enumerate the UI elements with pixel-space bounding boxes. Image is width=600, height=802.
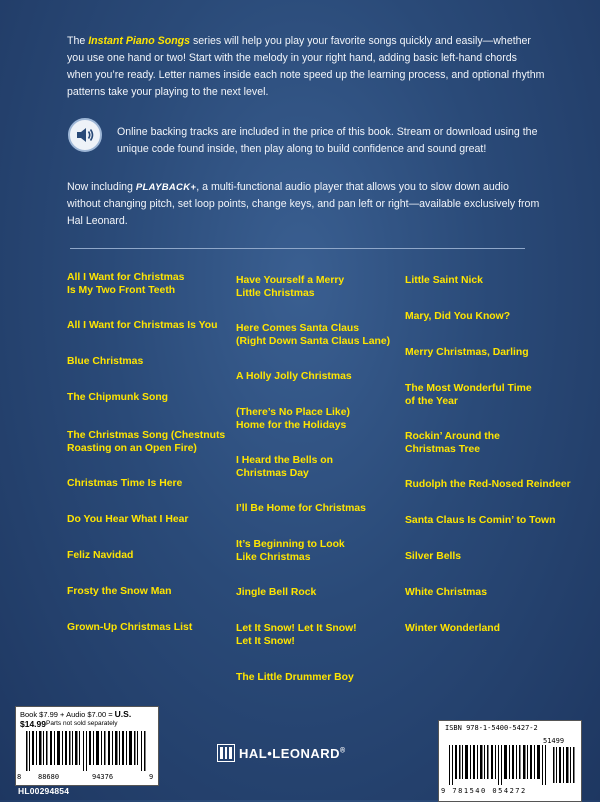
series-name: Instant Piano Songs bbox=[88, 35, 191, 47]
song-title: Blue Christmas bbox=[67, 356, 144, 367]
song-title: All I Want for Christmas Is My Two Front Teeth bbox=[67, 272, 185, 296]
playback-plus-logo: PLAYBACK+ bbox=[135, 182, 197, 193]
song-title: Do You Hear What I Hear bbox=[67, 514, 189, 525]
isbn-text: ISBN 978-1-5400-5427-2 bbox=[445, 724, 538, 732]
intro-paragraph-playback bbox=[67, 179, 545, 230]
song-title: Here Comes Santa Claus (Right Down Santa Claus Lane) bbox=[236, 323, 391, 347]
song-title: I Heard the Bells on Christmas Day bbox=[236, 455, 334, 479]
song-title: Rockin’ Around the Christmas Tree bbox=[405, 431, 500, 455]
song-title: Jingle Bell Rock bbox=[236, 587, 317, 598]
publisher-name: HAL•LEONARD® bbox=[239, 746, 346, 761]
song-title: Christmas Time Is Here bbox=[67, 478, 183, 489]
song-title: Santa Claus Is Comin’ to Town bbox=[405, 515, 556, 526]
speaker-icon bbox=[68, 118, 102, 152]
upc-digit: 9 bbox=[149, 773, 154, 781]
song-title: Silver Bells bbox=[405, 551, 462, 562]
song-title: Frosty the Snow Man bbox=[67, 586, 172, 597]
song-title: Let It Snow! Let It Snow! Let It Snow! bbox=[236, 623, 357, 647]
ean-add-on-digits: 51499 bbox=[543, 737, 565, 745]
intro-text: , a multi-functional audio player that allows you to slow down audio without changing pitch, set loop points, change keys, and pan left or right—available exclusively from Hal Leonard. bbox=[67, 181, 540, 227]
intro-paragraph-audio: Online backing tracks are included in the price of this book. Stream or download using the unique code found inside, then play along to build confidence and sound great! bbox=[117, 126, 538, 155]
upc-digit: 8 bbox=[17, 773, 22, 781]
song-title: All I Want for Christmas Is You bbox=[67, 320, 218, 331]
song-title: The Most Wonderful Time of the Year bbox=[405, 383, 532, 407]
song-title: The Little Drummer Boy bbox=[236, 672, 354, 683]
publisher-logo bbox=[217, 744, 382, 764]
parts-note: Parts not sold separately bbox=[46, 720, 118, 727]
upc-digits: 94376 bbox=[92, 773, 114, 781]
upc-digits: 88680 bbox=[38, 773, 60, 781]
ean-digits: 9 781540 054272 bbox=[441, 787, 527, 795]
upc-barcode bbox=[24, 731, 152, 771]
divider bbox=[70, 248, 525, 249]
song-title: Winter Wonderland bbox=[405, 623, 500, 634]
song-title: White Christmas bbox=[405, 587, 487, 598]
song-title: (There’s No Place Like) Home for the Holidays bbox=[236, 407, 350, 431]
song-title: Have Yourself a Merry Little Christmas bbox=[236, 275, 345, 299]
song-title: Feliz Navidad bbox=[67, 550, 134, 561]
publisher-logo-icon bbox=[217, 744, 235, 762]
price-line: Book $7.99 + Audio $7.00 = U.S. $14.99 bbox=[20, 709, 132, 729]
song-title: Merry Christmas, Darling bbox=[405, 347, 529, 358]
item-code: HL00294854 bbox=[18, 786, 70, 796]
song-title: The Chipmunk Song bbox=[67, 392, 169, 403]
intro-text: The bbox=[67, 35, 89, 47]
isbn-barcode-box bbox=[438, 720, 582, 802]
song-title: The Christmas Song (Chestnuts Roasting on an Open Fire) bbox=[67, 430, 226, 454]
intro-text: Now including bbox=[67, 181, 136, 193]
song-title: A Holly Jolly Christmas bbox=[236, 371, 352, 382]
song-title: I’ll Be Home for Christmas bbox=[236, 503, 366, 514]
song-title: Rudolph the Red-Nosed Reindeer bbox=[405, 479, 571, 490]
song-title: Little Saint Nick bbox=[405, 275, 483, 286]
song-title: Mary, Did You Know? bbox=[405, 311, 511, 322]
intro-paragraph-series bbox=[67, 33, 545, 101]
song-title: It’s Beginning to Look Like Christmas bbox=[236, 539, 345, 563]
song-title: Grown-Up Christmas List bbox=[67, 622, 193, 633]
isbn-barcode bbox=[447, 745, 577, 785]
intro-text: series will help you play your favorite songs quickly and easily—whether you use one hand or two! Start with the melody in your right hand, adding basic left-hand chords when you’re ready. Letter names inside each note speed up the learning process, and optional rhythm patterns take your playing to the next level. bbox=[67, 35, 545, 98]
upc-barcode-box bbox=[15, 706, 159, 786]
